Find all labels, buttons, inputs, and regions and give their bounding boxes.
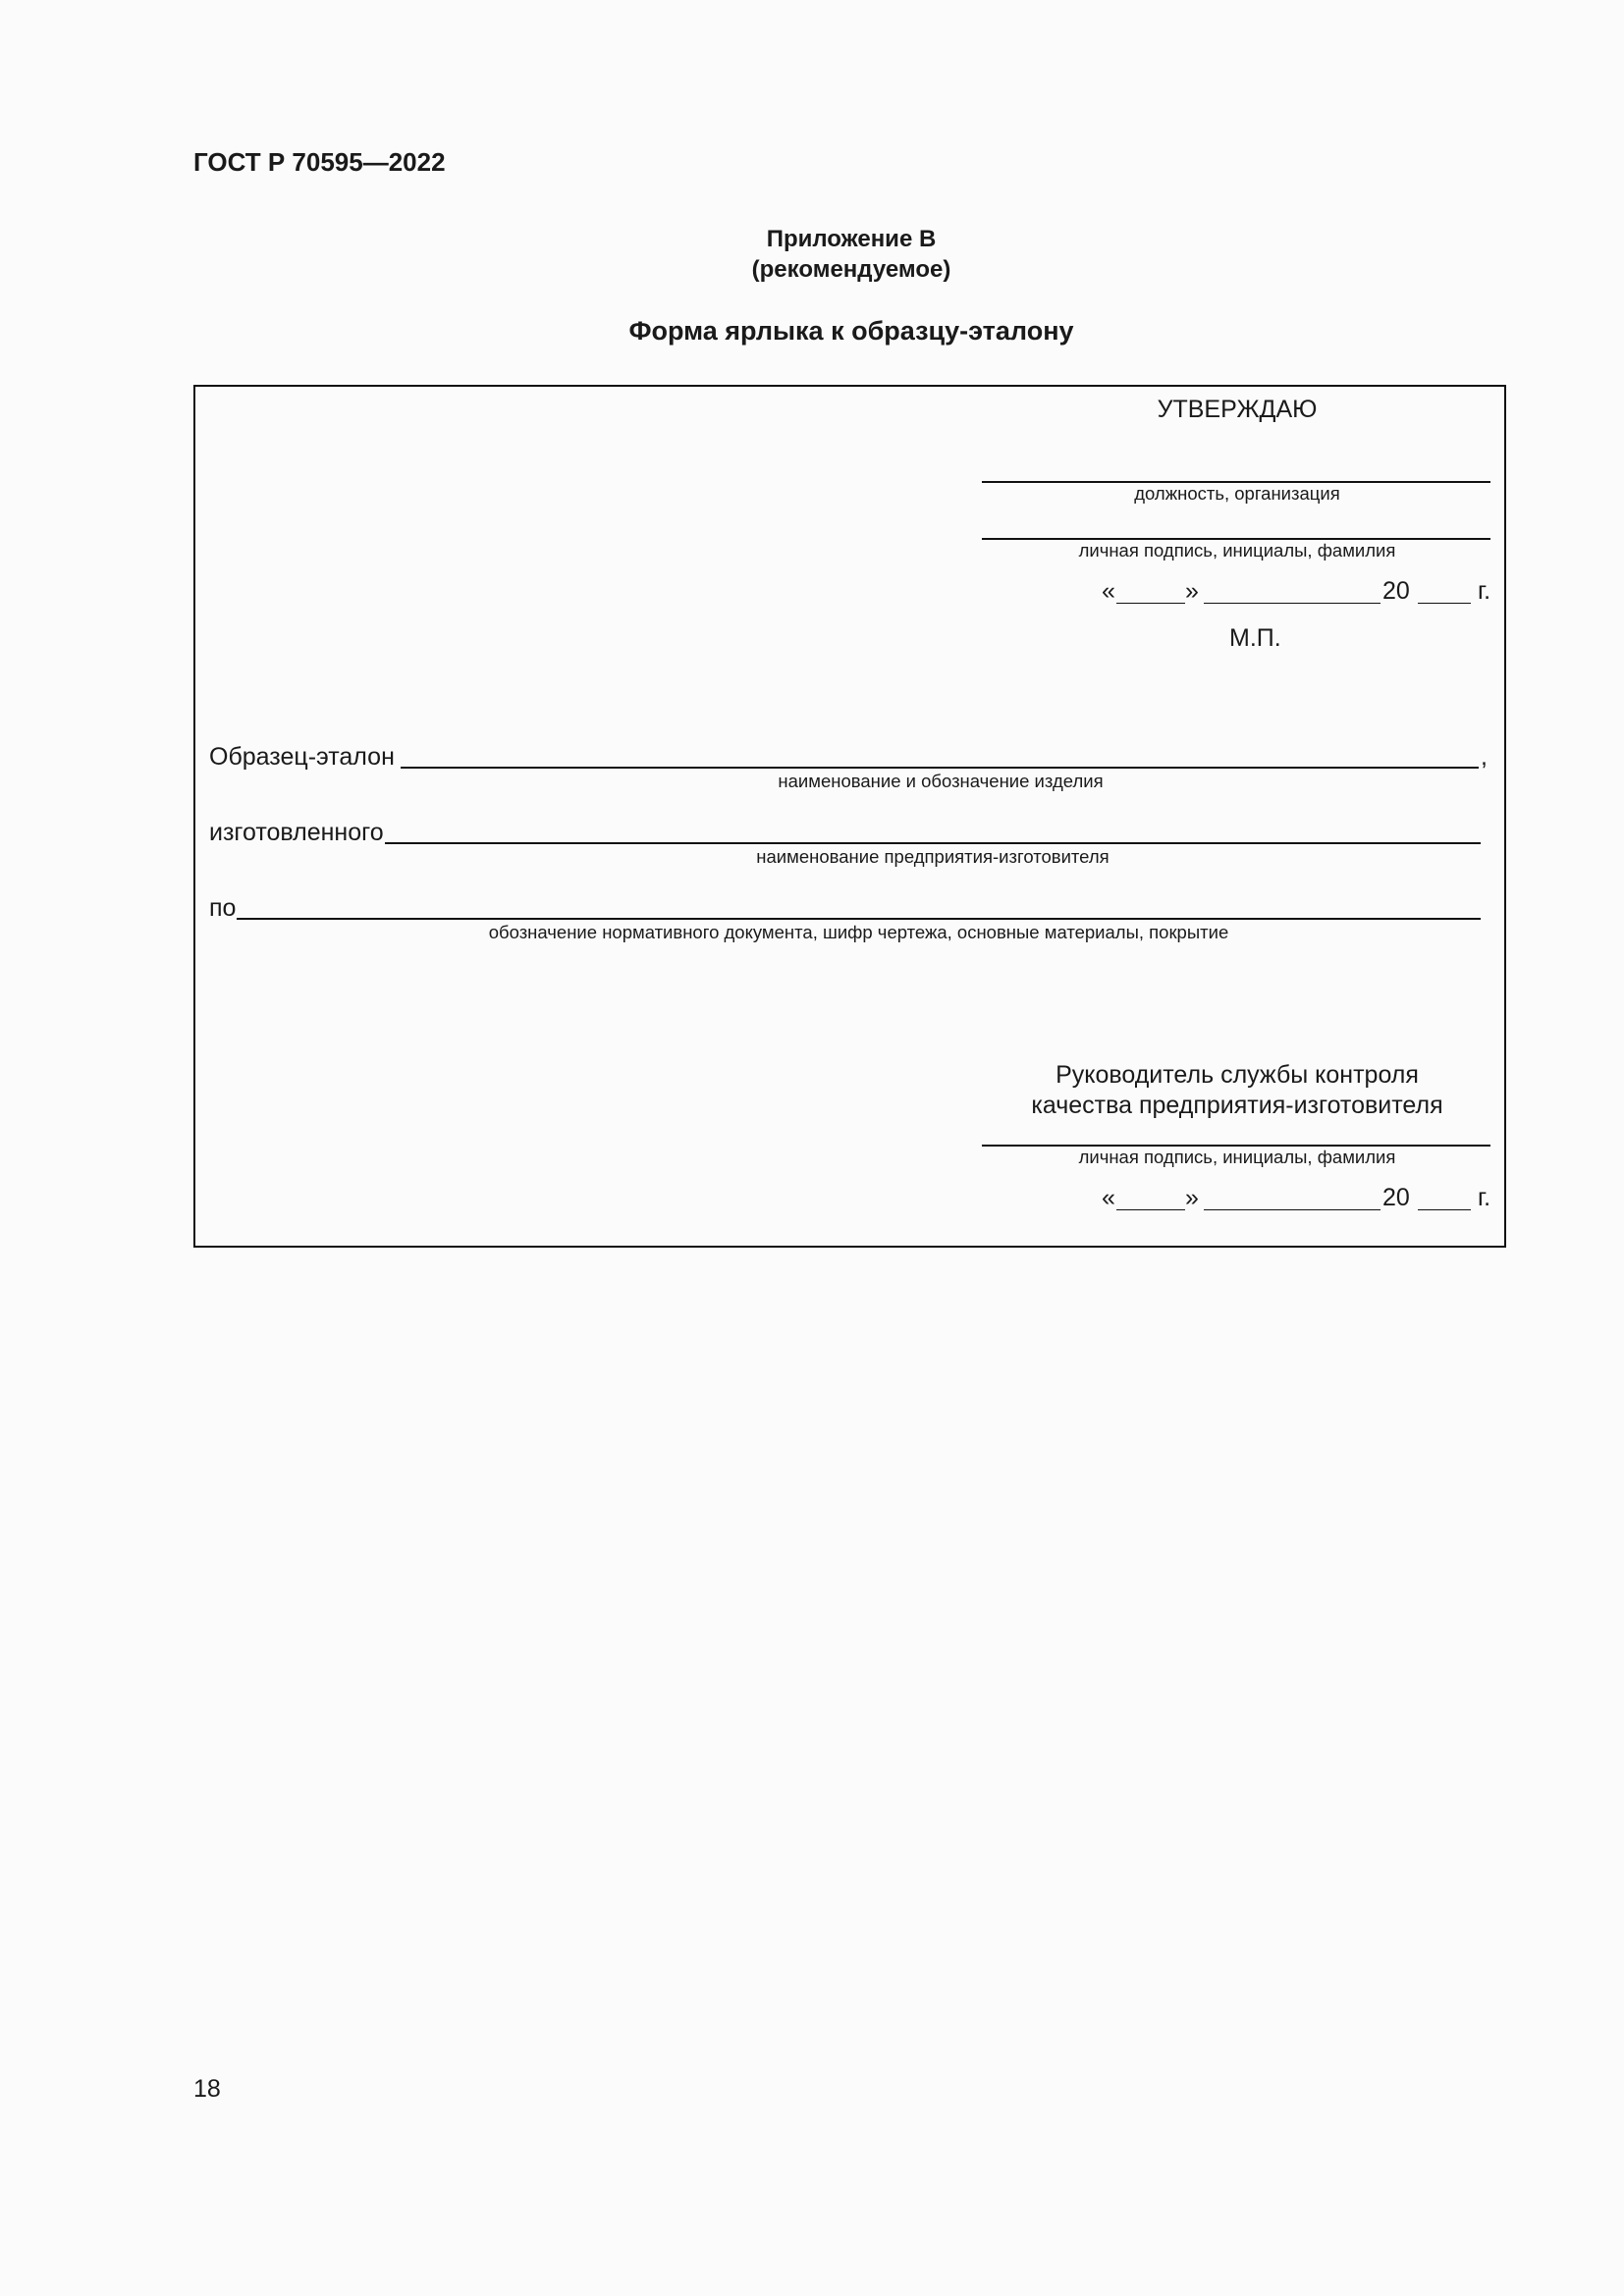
position-caption: должность, организация — [1134, 483, 1340, 504]
date-open-quote: « — [1102, 577, 1115, 605]
month-blank[interactable] — [1204, 603, 1380, 604]
doc-code: ГОСТ Р 70595—2022 — [193, 147, 446, 177]
page-number: 18 — [193, 2075, 221, 2103]
year-suffix: г. — [1478, 1184, 1491, 1211]
sample-comma: , — [1481, 743, 1488, 771]
seal-label: М.П. — [1229, 624, 1281, 652]
signature-caption: личная подпись, инициалы, фамилия — [1078, 540, 1396, 561]
per-line[interactable] — [237, 918, 1481, 920]
sample-label: Образец-эталон — [209, 743, 395, 771]
sample-caption: наименование и обозначение изделия — [778, 771, 1104, 791]
year-prefix: 20 — [1382, 1184, 1410, 1211]
per-label: по — [209, 894, 237, 922]
day-blank[interactable] — [1116, 603, 1185, 604]
form-title: Форма ярлыка к образцу-эталону — [628, 316, 1074, 346]
month-blank[interactable] — [1204, 1209, 1380, 1210]
year-prefix: 20 — [1382, 577, 1410, 605]
made-caption: наименование предприятия-изготовителя — [756, 846, 1110, 867]
appendix-title: Приложение В — [766, 226, 937, 252]
date-open-quote: « — [1102, 1184, 1115, 1211]
quality-head-line2: качества предприятия-изготовителя — [1031, 1092, 1443, 1119]
quality-head-line1: Руководитель службы контроля — [1056, 1061, 1419, 1089]
made-line[interactable] — [385, 842, 1481, 844]
day-blank[interactable] — [1116, 1209, 1185, 1210]
appendix-status: (рекомендуемое) — [751, 256, 951, 283]
made-label: изготовленного — [209, 819, 384, 846]
sample-line[interactable] — [401, 767, 1479, 769]
quality-head-title — [982, 1060, 1492, 1121]
date-close-quote: » — [1185, 1184, 1199, 1211]
appendix-heading — [0, 224, 1624, 285]
year-suffix: г. — [1478, 577, 1491, 605]
approve-label: УТВЕРЖДАЮ — [1157, 396, 1318, 423]
date-close-quote: » — [1185, 577, 1199, 605]
year-blank[interactable] — [1418, 1209, 1471, 1210]
quality-signature-caption: личная подпись, инициалы, фамилия — [1078, 1147, 1396, 1167]
per-caption: обозначение нормативного документа, шифр чертежа, основные материалы, покрытие — [488, 922, 1229, 942]
year-blank[interactable] — [1418, 603, 1471, 604]
